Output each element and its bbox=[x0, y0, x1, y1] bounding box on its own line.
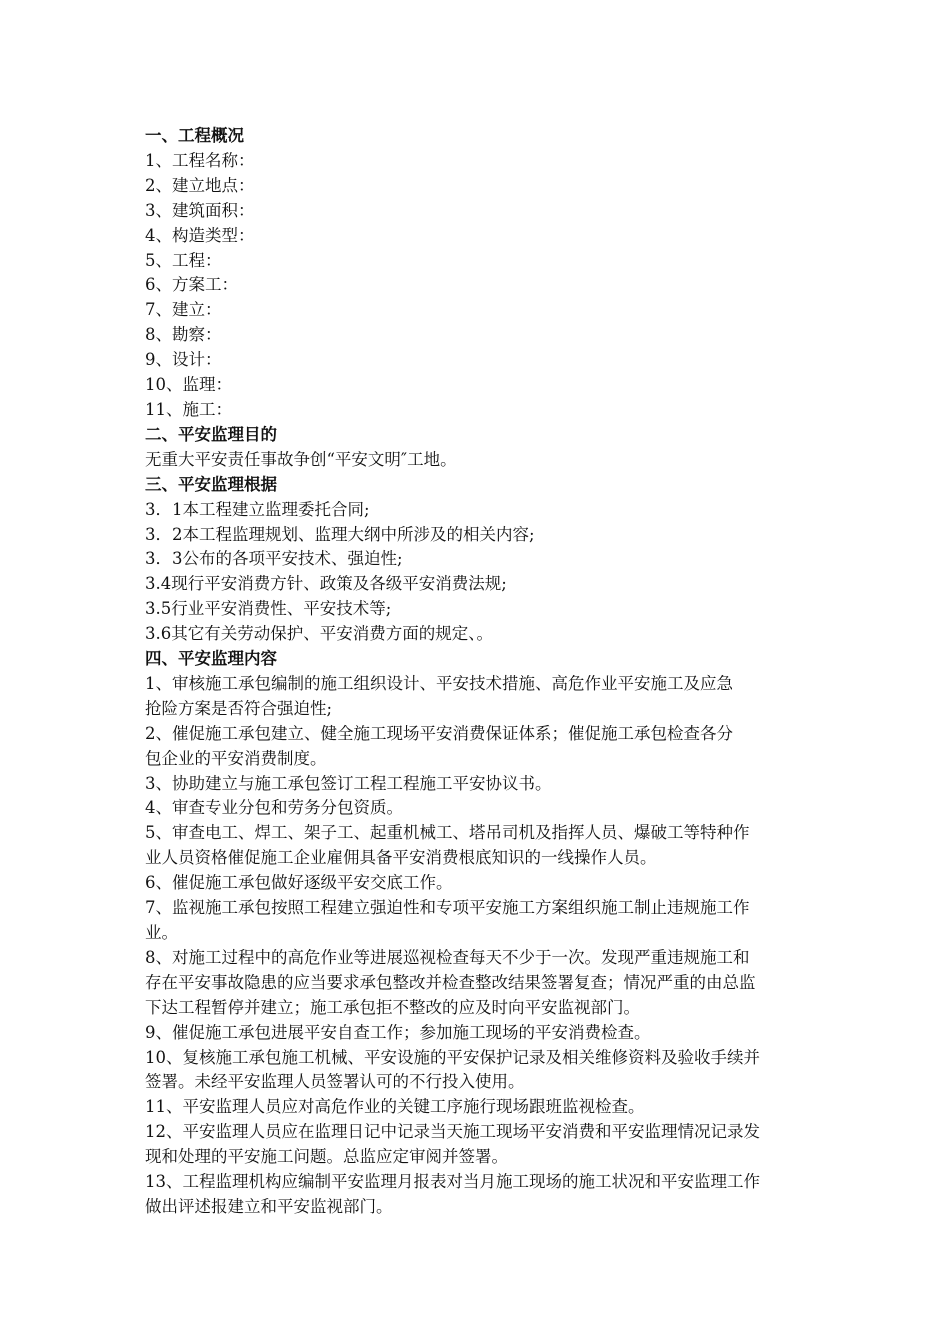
content-item-line: 12、平安监理人员应在监理日记中记录当天施工现场平安消费和平安监理情况记录发 bbox=[145, 1122, 760, 1142]
content-item-line: 下达工程暂停并建立；施工承包拒不整改的应及时向平安监视部门。 bbox=[145, 997, 640, 1017]
section-title-overview: 一、工程概况 bbox=[145, 126, 244, 145]
section-title-basis: 三、平安监理根据 bbox=[145, 474, 277, 494]
section-title-content: 四、平安监理内容 bbox=[145, 649, 277, 669]
content-item-line: 11、平安监理人员应对高危作业的关键工序施行现场跟班监视检查。 bbox=[145, 1097, 645, 1117]
content-item-line: 业。 bbox=[145, 923, 178, 942]
overview-item: 5、工程： bbox=[145, 250, 222, 270]
content-item-line: 签署。未经平安监理人员签署认可的不行投入使用。 bbox=[145, 1072, 525, 1092]
basis-item: 3．3公布的各项平安技术、强迫性; bbox=[145, 549, 403, 569]
basis-item: 3.5行业平安消费性、平安技术等; bbox=[145, 599, 392, 619]
document-page bbox=[145, 124, 865, 1220]
overview-item: 4、构造类型： bbox=[145, 225, 255, 245]
content-item-line: 抢险方案是否符合强迫性; bbox=[145, 698, 333, 718]
content-item bbox=[145, 1170, 865, 1220]
basis-item: 3．2本工程监理规划、监理大纲中所涉及的相关内容; bbox=[145, 524, 535, 544]
overview-item: 9、设计： bbox=[145, 350, 222, 370]
overview-item: 11、施工： bbox=[145, 399, 232, 419]
overview-item: 2、建立地点： bbox=[145, 175, 255, 195]
overview-item: 1、工程名称： bbox=[145, 150, 255, 170]
content-item-line: 6、催促施工承包做好逐级平安交底工作。 bbox=[145, 873, 453, 893]
content-item bbox=[145, 1021, 865, 1046]
content-item bbox=[145, 1095, 865, 1120]
content-item-line: 3、协助建立与施工承包签订工程工程施工平安协议书。 bbox=[145, 773, 552, 793]
content-item bbox=[145, 672, 865, 722]
basis-item: 3.4现行平安消费方针、政策及各级平安消费法规; bbox=[145, 574, 507, 594]
overview-item: 8、勘察： bbox=[145, 325, 222, 345]
content-item-line: 10、复核施工承包施工机械、平安设施的平安保护记录及相关维修资料及验收手续并 bbox=[145, 1047, 760, 1067]
content-item-line: 做出评述报建立和平安监视部门。 bbox=[145, 1196, 393, 1216]
overview-item: 6、方案工： bbox=[145, 275, 238, 295]
overview-item: 3、建筑面积： bbox=[145, 200, 255, 220]
overview-item: 7、建立： bbox=[145, 300, 222, 320]
basis-item: 3.6其它有关劳动保护、平安消费方面的规定、。 bbox=[145, 624, 493, 644]
content-item-line: 1、审核施工承包编制的施工组织设计、平安技术措施、高危作业平安施工及应急 bbox=[145, 673, 733, 693]
content-item-line: 业人员资格催促施工企业雇佣具备平安消费根底知识的一线操作人员。 bbox=[145, 848, 657, 868]
content-item bbox=[145, 722, 865, 772]
content-item-line: 7、监视施工承包按照工程建立强迫性和专项平安施工方案组织施工制止违规施工作 bbox=[145, 898, 750, 918]
overview-item: 10、监理： bbox=[145, 375, 232, 395]
content-item bbox=[145, 871, 865, 896]
content-item-line: 4、审查专业分包和劳务分包资质。 bbox=[145, 798, 403, 818]
content-item bbox=[145, 1046, 865, 1096]
content-item bbox=[145, 796, 865, 821]
content-item-line: 8、对施工过程中的高危作业等进展巡视检查每天不少于一次。发现严重违规施工和 bbox=[145, 947, 750, 967]
content-item-line: 存在平安事故隐患的应当要求承包整改并检查整改结果签署复查；情况严重的由总监 bbox=[145, 972, 756, 992]
content-item bbox=[145, 821, 865, 871]
content-item bbox=[145, 772, 865, 797]
content-item-line: 包企业的平安消费制度。 bbox=[145, 748, 327, 768]
content-item-line: 13、工程监理机构应编制平安监理月报表对当月施工现场的施工状况和平安监理工作 bbox=[145, 1172, 760, 1192]
content-item-line: 5、审查电工、焊工、架子工、起重机械工、塔吊司机及指挥人员、爆破工等特种作 bbox=[145, 823, 750, 843]
content-item bbox=[145, 896, 865, 946]
section-title-purpose: 二、平安监理目的 bbox=[145, 424, 277, 444]
content-item bbox=[145, 946, 865, 1021]
content-item-line: 2、催促施工承包建立、健全施工现场平安消费保证体系；催促施工承包检查各分 bbox=[145, 723, 733, 743]
content-item-line: 9、催促施工承包进展平安自查工作；参加施工现场的平安消费检查。 bbox=[145, 1022, 651, 1042]
content-item bbox=[145, 1120, 865, 1170]
purpose-text: 无重大平安责任事故争创“平安文明″工地。 bbox=[145, 449, 457, 469]
basis-item: 3．1本工程建立监理委托合同; bbox=[145, 499, 370, 519]
content-item-line: 现和处理的平安施工问题。总监应定审阅并签署。 bbox=[145, 1147, 508, 1167]
